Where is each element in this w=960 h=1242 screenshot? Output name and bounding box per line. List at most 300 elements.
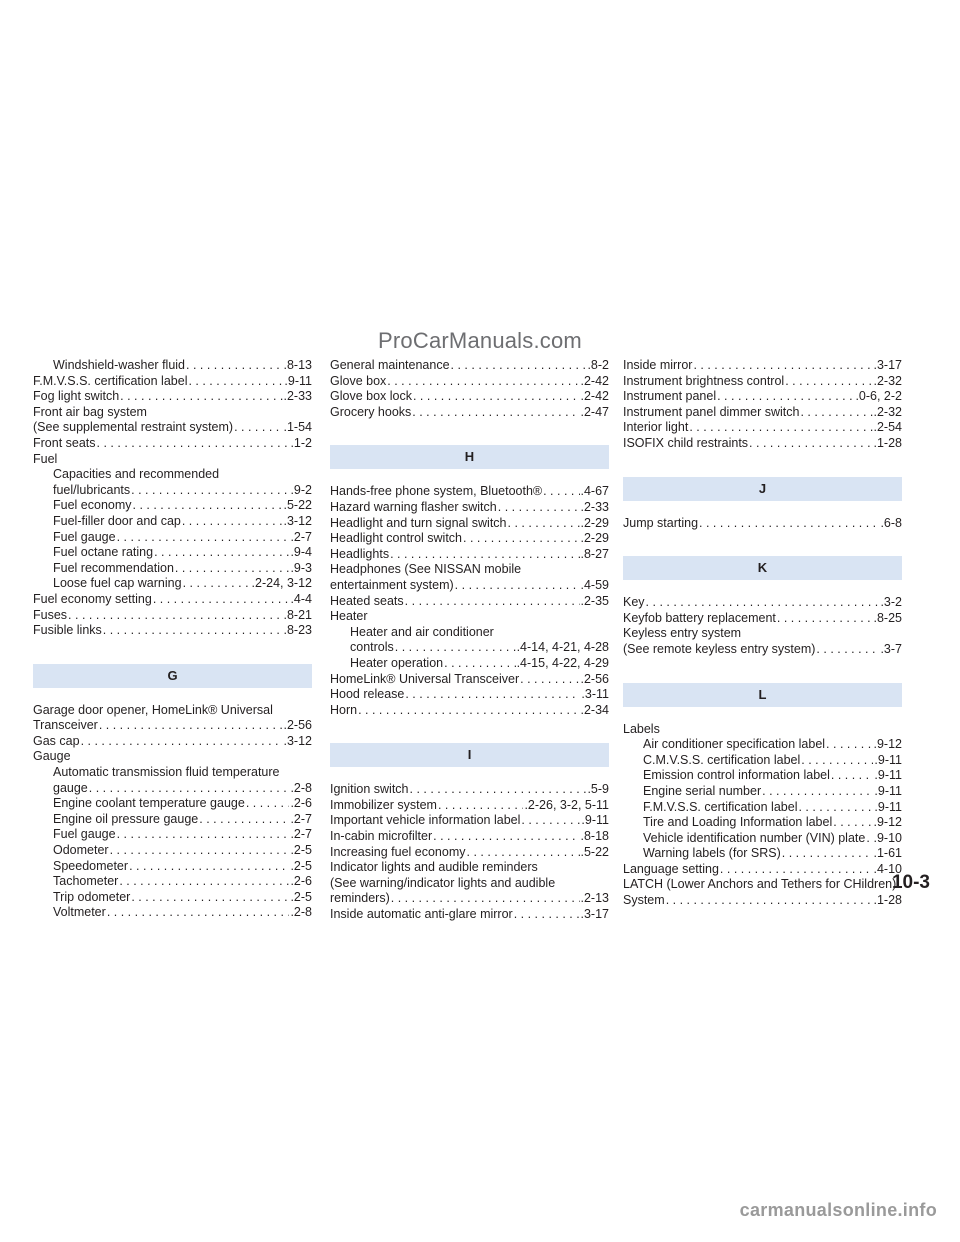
index-entry-page: .9-10 [873, 830, 902, 845]
index-entry-page: .2-47 [580, 404, 609, 419]
index-entry-text: (See supplemental restraint system) [33, 420, 234, 435]
index-entry-text: Fuel recommendation [53, 560, 174, 575]
index-entry [623, 436, 902, 452]
dot-leader [387, 374, 579, 390]
dot-leader [68, 608, 282, 624]
index-group-j [623, 516, 902, 532]
index-heading: Indicator lights and audible reminders [330, 860, 538, 875]
index-heading: Heater and air conditioner [350, 624, 494, 639]
dot-leader [463, 531, 579, 547]
dot-leader [693, 358, 872, 374]
index-entry-text: Glove box [330, 373, 387, 388]
index-entry-page: .4-15, 4-22, 4-29 [516, 655, 609, 670]
dot-leader [103, 623, 283, 639]
dot-leader [413, 389, 580, 405]
dot-leader [358, 703, 579, 719]
index-entry [33, 545, 312, 561]
index-heading: Capacities and recommended [53, 467, 220, 482]
dot-leader [520, 672, 579, 688]
dot-leader [117, 827, 290, 843]
index-entry [330, 891, 609, 907]
index-entry [623, 420, 902, 436]
dot-leader [785, 374, 872, 390]
dot-leader [433, 829, 579, 845]
index-entry [33, 718, 312, 734]
dot-leader [131, 890, 289, 906]
index-entry [330, 907, 609, 923]
index-entry [330, 672, 609, 688]
index-entry [330, 500, 609, 516]
dot-leader [182, 514, 283, 530]
index-entry-page: .8-13 [283, 358, 312, 372]
section-letter-h: H [330, 445, 609, 469]
index-entry-page: .9-11 [581, 813, 609, 828]
index-entry-text: F.M.V.S.S. certification label [643, 799, 798, 814]
dot-leader [234, 420, 282, 436]
index-column-3 [623, 358, 902, 909]
watermark-carmanualsonline: carmanualsonline.info [739, 1200, 937, 1220]
dot-leader [455, 578, 580, 594]
index-entry-page: .9-11 [874, 799, 902, 814]
index-entry-text: Fog light switch [33, 389, 120, 404]
index-entry-text: Transceiver [33, 718, 98, 733]
dot-leader [405, 594, 580, 610]
index-entry-text: Headlight control switch [330, 531, 463, 546]
index-entry [33, 436, 312, 452]
index-entry-text: Engine serial number [643, 783, 762, 798]
index-entry-page: .9-12 [873, 737, 902, 752]
index-entry-text: Hazard warning flasher switch [330, 499, 497, 514]
index-entry-page: .8-27 [580, 546, 609, 561]
index-entry [33, 781, 312, 797]
index-entry [33, 530, 312, 546]
index-entry [623, 642, 902, 658]
index-entry-text: System [623, 893, 665, 908]
index-heading: Gauge [33, 749, 71, 764]
index-entry-text: Engine oil pressure gauge [53, 811, 199, 826]
index-entry-text: Inside mirror [623, 358, 693, 372]
index-entry-text: Emission control information label [643, 768, 830, 783]
index-entry-text: fuel/lubricants [53, 482, 131, 497]
index-entry-page: .4-67 [580, 484, 609, 499]
dot-leader [183, 576, 251, 592]
index-entry-text: reminders) [330, 891, 390, 906]
section-letter-l: L [623, 683, 902, 707]
index-entry [330, 798, 609, 814]
index-entry [330, 687, 609, 703]
dot-leader [498, 500, 580, 516]
index-entry-page: .3-12 [283, 733, 312, 748]
index-entry-page: .6-8 [880, 515, 902, 530]
index-entry [623, 374, 902, 390]
index-group-f [33, 358, 312, 639]
index-entry-page: .2-13 [580, 891, 609, 906]
index-entry-page: .3-17 [873, 358, 902, 372]
index-entry-text: Front seats [33, 435, 96, 450]
dot-leader [521, 813, 580, 829]
index-entry-text: Glove box lock [330, 389, 412, 404]
index-entry [623, 784, 902, 800]
index-group-i [330, 782, 609, 922]
dot-leader [831, 768, 874, 784]
page-number: 10-3 [891, 872, 930, 893]
index-heading: Fuel [33, 451, 58, 466]
index-entry-text: Vehicle identification number (VIN) plate [643, 830, 866, 845]
index-entry [623, 516, 902, 532]
index-entry-text: Instrument panel [623, 389, 717, 404]
index-entry-text: Fuel-filler door and cap [53, 513, 181, 528]
index-entry [33, 483, 312, 499]
index-entry-page: .2-24, 3-12 [251, 576, 312, 591]
section-letter-k: K [623, 556, 902, 580]
index-entry [33, 812, 312, 828]
index-entry-page: .2-54 [873, 420, 902, 435]
section-letter-g: G [33, 664, 312, 688]
dot-leader [117, 530, 290, 546]
index-entry-page: .2-7 [290, 827, 312, 842]
dot-leader [81, 734, 283, 750]
index-entry [623, 595, 902, 611]
index-heading: Front air bag system [33, 404, 147, 419]
index-entry [33, 796, 312, 812]
dot-leader [405, 687, 580, 703]
dot-leader [129, 859, 289, 875]
index-entry-text: Fuel gauge [53, 529, 116, 544]
index-entry-page: .2-5 [290, 843, 312, 858]
dot-leader [777, 611, 873, 627]
index-entry-page: .5-22 [580, 844, 609, 859]
index-heading: (See warning/indicator lights and audible [330, 875, 556, 890]
index-entry-page: .9-11 [874, 783, 902, 798]
dot-leader [438, 798, 523, 814]
index-entry-text: Important vehicle information label [330, 813, 521, 828]
index-entry-page: .2-42 [580, 373, 609, 388]
index-entry-page: .2-56 [580, 671, 609, 686]
index-entry-page: .4-59 [580, 577, 609, 592]
index-column-1 [33, 358, 312, 921]
index-entry [330, 703, 609, 719]
index-entry-text: entertainment system) [330, 577, 454, 592]
dot-leader [390, 547, 579, 563]
index-entry [623, 893, 902, 909]
dot-leader [391, 891, 580, 907]
index-entry-page: .9-3 [290, 560, 312, 575]
index-entry-text: Instrument brightness control [623, 373, 785, 388]
index-entry-text: ISOFIX child restraints [623, 435, 749, 450]
index-entry-page: .2-5 [290, 858, 312, 873]
index-group-h [330, 484, 609, 718]
index-entry-text: Fuel economy setting [33, 591, 152, 606]
dot-leader [762, 784, 873, 800]
index-entry-page: .3-11 [581, 687, 609, 702]
dot-leader [133, 498, 283, 514]
index-entry [33, 827, 312, 843]
index-entry [623, 611, 902, 627]
index-entry [33, 905, 312, 921]
index-entry-text: Gas cap [33, 733, 80, 748]
dot-leader [120, 389, 282, 405]
index-entry-page: .3-2 [880, 595, 902, 610]
dot-leader [801, 753, 873, 769]
index-entry-text: Key [623, 595, 645, 610]
index-entry-page: .2-6 [290, 874, 312, 889]
index-entry [330, 405, 609, 421]
index-entry-text: Warning labels (for SRS) [643, 846, 781, 861]
dot-leader [395, 640, 516, 656]
index-entry [33, 843, 312, 859]
index-entry-text: Headlights [330, 546, 390, 561]
dot-leader [717, 389, 854, 405]
dot-leader [666, 893, 873, 909]
dot-leader [110, 843, 290, 859]
index-entry [330, 578, 609, 594]
index-column-2 [330, 358, 609, 923]
index-entry-page: .2-29 [580, 515, 609, 530]
dot-leader [866, 831, 872, 847]
dot-leader [543, 484, 579, 500]
dot-leader [410, 782, 587, 798]
index-entry-page: .9-12 [873, 815, 902, 830]
index-entry-text: In-cabin microfilter [330, 829, 433, 844]
index-entry [33, 514, 312, 530]
index-entry-page: .9-11 [874, 752, 902, 767]
index-entry-page: .2-29 [580, 531, 609, 546]
index-entry [33, 358, 312, 374]
index-entry [623, 737, 902, 753]
dot-leader [186, 358, 282, 374]
index-entry [623, 768, 902, 784]
index-entry-text: Jump starting [623, 515, 699, 530]
index-entry-page: .5-9 [587, 782, 609, 797]
index-entry-page: .0-6, 2-2 [855, 389, 902, 404]
index-entry-page: .2-35 [580, 593, 609, 608]
dot-leader [699, 516, 879, 532]
index-entry-text: Hands-free phone system, Bluetooth® [330, 484, 543, 499]
index-entry-text: gauge [53, 780, 88, 795]
index-entry [330, 594, 609, 610]
index-entry-page: .2-8 [290, 780, 312, 795]
index-entry [330, 640, 609, 656]
index-entry-page: .1-61 [873, 846, 902, 861]
index-entry-text: Immobilizer system [330, 797, 437, 812]
index-group-k [623, 595, 902, 657]
dot-leader [97, 436, 290, 452]
dot-leader [199, 812, 289, 828]
index-entry-text: Fusible links [33, 623, 102, 638]
index-entry-text: Trip odometer [53, 889, 131, 904]
index-entry-page: .2-26, 3-2, 5-11 [524, 797, 609, 812]
dot-leader [107, 905, 290, 921]
index-entry-page: .3-12 [283, 513, 312, 528]
index-entry-page: .2-34 [580, 702, 609, 717]
index-entry-page: .1-28 [873, 435, 902, 450]
index-entry [33, 734, 312, 750]
section-letter-j: J [623, 477, 902, 501]
index-heading: Labels [623, 721, 660, 736]
index-entry-text: Fuses [33, 607, 68, 622]
dot-leader [798, 800, 873, 816]
dot-leader [514, 907, 580, 923]
index-entry-text: Tachometer [53, 874, 119, 889]
index-entry-page: .8-2 [587, 358, 609, 372]
index-entry-page: .8-18 [580, 829, 609, 844]
index-entry [330, 374, 609, 390]
index-entry-page: .8-25 [873, 610, 902, 625]
index-entry-page: .1-28 [873, 893, 902, 908]
index-entry [330, 531, 609, 547]
index-entry-page: .8-21 [283, 607, 312, 622]
index-entry-page: .5-22 [283, 498, 312, 513]
dot-leader [508, 516, 580, 532]
dot-leader [451, 358, 587, 374]
index-entry-page: .9-11 [874, 768, 902, 783]
index-entry-page: .2-7 [290, 529, 312, 544]
index-entry-text: General maintenance [330, 358, 450, 372]
index-entry-text: Instrument panel dimmer switch [623, 404, 800, 419]
index-heading: Keyless entry system [623, 626, 742, 641]
dot-leader [749, 436, 872, 452]
index-entry-text: Interior light [623, 420, 689, 435]
index-entry-text: Fuel economy [53, 498, 132, 513]
index-entry-text: Hood release [330, 687, 405, 702]
index-entry-text: Inside automatic anti-glare mirror [330, 907, 513, 922]
dot-leader [816, 642, 879, 658]
index-entry-text: Increasing fuel economy [330, 844, 466, 859]
index-entry-text: Loose fuel cap warning [53, 576, 182, 591]
index-entry [623, 846, 902, 862]
dot-leader [89, 781, 290, 797]
index-entry [623, 358, 902, 374]
dot-leader [444, 656, 515, 672]
index-entry-text: Air conditioner specification label [643, 737, 826, 752]
dot-leader [99, 718, 283, 734]
index-entry-text: Engine coolant temperature gauge [53, 796, 245, 811]
index-entry-text: (See remote keyless entry system) [623, 641, 816, 656]
index-entry-text: HomeLink® Universal Transceiver [330, 671, 520, 686]
index-entry [623, 389, 902, 405]
index-entry [330, 516, 609, 532]
index-entry [623, 753, 902, 769]
index-entry-text: controls [350, 640, 394, 655]
dot-leader [153, 592, 290, 608]
index-entry-page: .1-2 [290, 435, 312, 450]
index-entry-page: .3-7 [880, 641, 902, 656]
index-entry [33, 576, 312, 592]
index-entry [330, 547, 609, 563]
index-entry [33, 374, 312, 390]
index-entry [33, 874, 312, 890]
index-entry-page: .2-42 [580, 389, 609, 404]
index-entry-text: Fuel octane rating [53, 545, 154, 560]
dot-leader [646, 595, 880, 611]
index-entry [33, 608, 312, 624]
index-entry [330, 782, 609, 798]
dot-leader [154, 545, 289, 561]
index-entry [623, 800, 902, 816]
index-entry-page: .2-32 [873, 404, 902, 419]
index-entry [623, 405, 902, 421]
index-entry [623, 815, 902, 831]
index-entry-text: Grocery hooks [330, 404, 412, 419]
section-letter-i: I [330, 743, 609, 767]
index-entry [33, 623, 312, 639]
index-entry [330, 813, 609, 829]
index-entry [33, 498, 312, 514]
dot-leader [800, 405, 872, 421]
index-entry [330, 829, 609, 845]
index-entry-page: .9-2 [290, 482, 312, 497]
index-heading: Garage door opener, HomeLink® Universal [33, 702, 273, 717]
dot-leader [689, 420, 872, 436]
index-entry-text: C.M.V.S.S. certification label [643, 752, 801, 767]
index-entry [330, 484, 609, 500]
index-heading: LATCH (Lower Anchors and Tethers for CHildren) [623, 877, 897, 892]
index-entry-text: Keyfob battery replacement [623, 610, 776, 625]
dot-leader [782, 846, 873, 862]
watermark-procarmanuals: ProCarManuals.com [378, 328, 582, 353]
index-entry-text: Headlight and turn signal switch [330, 515, 507, 530]
index-entry-page: .8-23 [283, 623, 312, 638]
index-group-i-cont [623, 358, 902, 452]
dot-leader [412, 405, 579, 421]
index-entry [623, 831, 902, 847]
index-entry-page: .1-54 [283, 420, 312, 435]
dot-leader [119, 874, 289, 890]
index-entry-text: Heated seats [330, 593, 404, 608]
index-entry-text: Speedometer [53, 858, 129, 873]
index-entry-text: Heater operation [350, 655, 444, 670]
index-entry-page: .4-14, 4-21, 4-28 [516, 640, 609, 655]
index-entry [330, 389, 609, 405]
index-entry-page: .9-4 [290, 545, 312, 560]
index-entry [330, 845, 609, 861]
index-entry-text: Horn [330, 702, 358, 717]
index-entry-page: .4-10 [873, 861, 902, 876]
index-entry-page: .2-6 [290, 796, 312, 811]
dot-leader [188, 374, 283, 390]
index-entry-text: Ignition switch [330, 782, 409, 797]
index-entry [33, 420, 312, 436]
index-entry [33, 389, 312, 405]
index-entry-page: .2-33 [283, 389, 312, 404]
index-entry [33, 859, 312, 875]
index-entry-page: .2-5 [290, 889, 312, 904]
index-entry-page: .4-4 [290, 591, 312, 606]
index-entry [33, 890, 312, 906]
dot-leader [131, 483, 289, 499]
index-entry-page: .2-33 [580, 499, 609, 514]
index-entry-page: .9-11 [284, 373, 312, 388]
index-entry-text: Voltmeter [53, 905, 106, 920]
index-entry-page: .2-7 [290, 811, 312, 826]
index-entry-text: Tire and Loading Information label [643, 815, 833, 830]
index-entry [33, 592, 312, 608]
index-entry-text: Fuel gauge [53, 827, 116, 842]
index-entry-text: Windshield-washer fluid [53, 358, 186, 372]
dot-leader [467, 845, 580, 861]
index-entry-page: .2-8 [290, 905, 312, 920]
dot-leader [246, 796, 290, 812]
index-entry [330, 656, 609, 672]
dot-leader [833, 815, 872, 831]
index-group-g [33, 703, 312, 921]
index-heading: Headphones (See NISSAN mobile [330, 562, 522, 577]
index-entry-text: Odometer [53, 843, 109, 858]
index-heading: Automatic transmission fluid temperature [53, 765, 280, 780]
index-entry [33, 561, 312, 577]
index-entry-text: F.M.V.S.S. certification label [33, 373, 188, 388]
index-heading: Heater [330, 609, 368, 624]
